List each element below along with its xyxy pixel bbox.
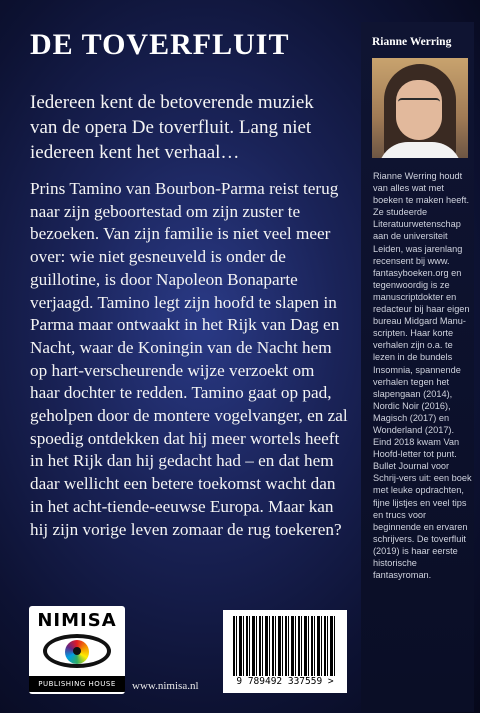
blurb-text: Prins Tamino van Bourbon-Parma reist terug naar zijn geboortestad om zijn zuster te bezoeken. Van zijn familie is niet veel meer over: wie niet gesneuveld is onder de guillotine, is door Napoleon Bonaparte verjaagd. Tamino legt zijn hoofd te slapen in Parma maar ontwaakt in het Rijk van Dag en Nacht, waar de Koningin van de Nacht hem op hart-verscheurende wijze verzoekt om haar dochter te redden. Tamino gaat op pad, geholpen door de montere vogelvanger, en zal spoedig ontdekken dat hij meer wortels heeft in het Rijk dan hij gedacht had – en dat hem daar wellicht een betere toekomst wacht dan in het acht-tiende-eeuwse Europa. Maar kan hij zijn vorige leven zomaar de rug toekeren? (30, 179, 348, 539)
intro-text: Iedereen kent de betoverende muziek van de opera De toverfluit. Lang niet iedereen kent het verhaal… (30, 92, 314, 163)
publisher-logo-name: NIMISA (37, 610, 117, 631)
publisher-logo (29, 606, 125, 694)
isbn-number: 9 789492 337559 > (236, 676, 334, 687)
eye-icon (43, 634, 111, 668)
publisher-url: www.nimisa.nl (132, 680, 199, 692)
author-name: Rianne Werring (372, 36, 452, 48)
publisher-logo-tagline: PUBLISHING HOUSE (29, 676, 125, 692)
author-photo (372, 58, 468, 158)
book-title: DE TOVERFLUIT (30, 28, 290, 61)
isbn-barcode (223, 610, 347, 693)
barcode-icon (233, 616, 337, 676)
author-bio: Rianne Werring houdt van alles wat met boeken te maken heeft. Ze studeerde Literatuurwetenschap aan de universiteit Leiden, was jarenlang recensent bij www. fantasyboeken.org en tegenwoordig is ze manuscriptdokter en redacteur bij haar eigen bureau Midgard Manu-scripten. Haar korte verhalen zijn o.a. te lezen in de bundels Insomnia, spannende verhalen tegen het slapengaan (2014), Nordic Noir (2016), Magisch (2017) en Wonderland (2017). Eind 2018 kwam Van Hoofd-letter tot punt. Bullet Journal voor Schrij-vers uit: een boek met leuke opdrachten, fijne lijstjes en veel tips en trucs voor beginnende en ervaren schrijvers. De toverfluit (2019) is haar eerste historische fantasyroman. (373, 171, 472, 581)
